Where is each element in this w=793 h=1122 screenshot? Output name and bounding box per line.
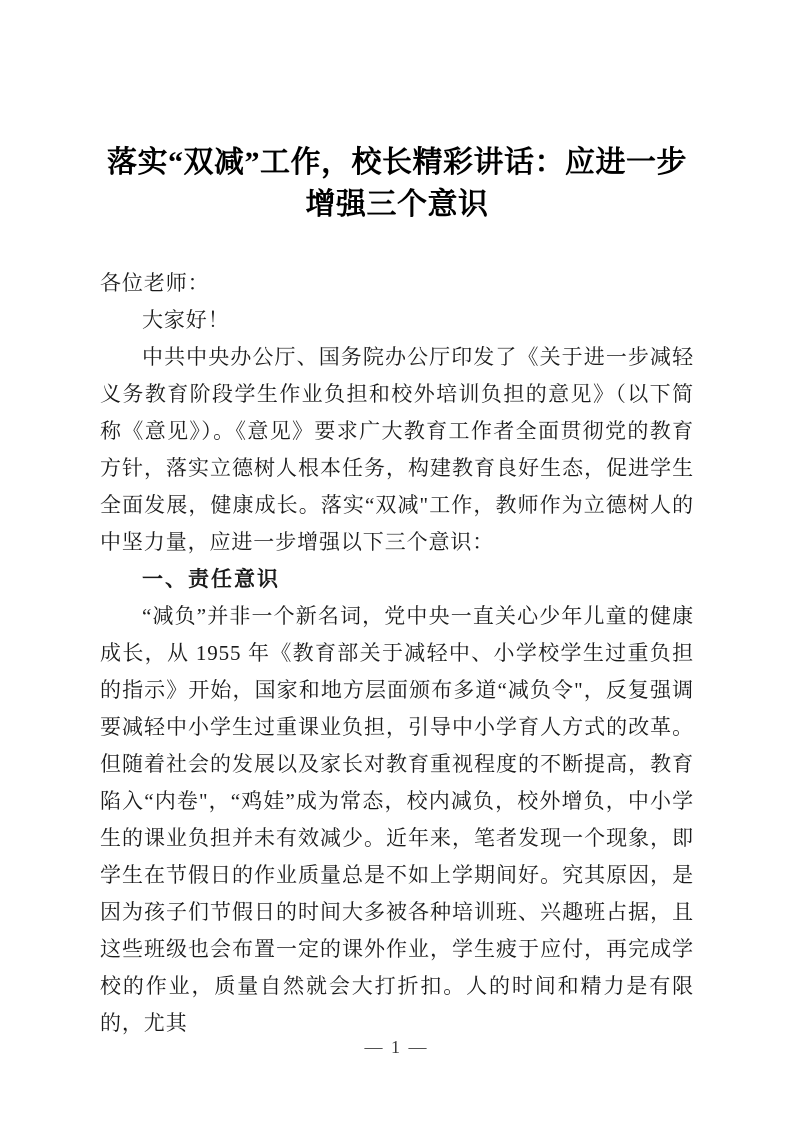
page-title: 落实“双减”工作，校长精彩讲话：应进一步增强三个意识	[107, 146, 687, 221]
paragraph-greeting: 大家好！	[142, 308, 230, 332]
paragraph-section-1-body: “减负”并非一个新名词，党中央一直关心少年儿童的健康成长，从 1955 年《教育部关于减轻中、小学校学生过重负担的指示》开始，国家和地方层面颁布多道“减负令"，反复强调要减轻中小学生过重课业负担，引导中小学育人方式的改革。但随着社会的发展以及家长对教育重视程度的不断提高，教育陷入“内卷"，“鸡娃”成为常态，校内减负，校外增负，中小学生的课业负担并未有效减少。近年来，笔者发现一个现象，即学生在节假日的作业质量总是不如上学期间好。究其原因，是因为孩子们节假日的时间大多被各种培训班、兴趣班占据，且这些班级也会布置一定的课外作业，学生疲于应付，再完成学校的作业，质量自然就会大打折扣。人的时间和精力是有限的，尤其	[100, 604, 694, 1035]
document-body	[100, 265, 694, 1042]
paragraph-intro: 中共中央办公厅、国务院办公厅印发了《关于进一步减轻义务教育阶段学生作业负担和校外培训负担的意见》（以下简称《意见》）。《意见》要求广大教育工作者全面贯彻党的教育方针，落实立德树人根本任务，构建教育良好生态，促进学生全面发展，健康成长。落实“双减"工作，教师作为立德树人的中坚力量，应进一步增强以下三个意识：	[100, 345, 694, 554]
page-number-footer: — 1 —	[364, 1037, 429, 1057]
section-heading-responsibility: 一、责任意识	[142, 567, 280, 591]
paragraph-salutation: 各位老师：	[100, 271, 210, 295]
